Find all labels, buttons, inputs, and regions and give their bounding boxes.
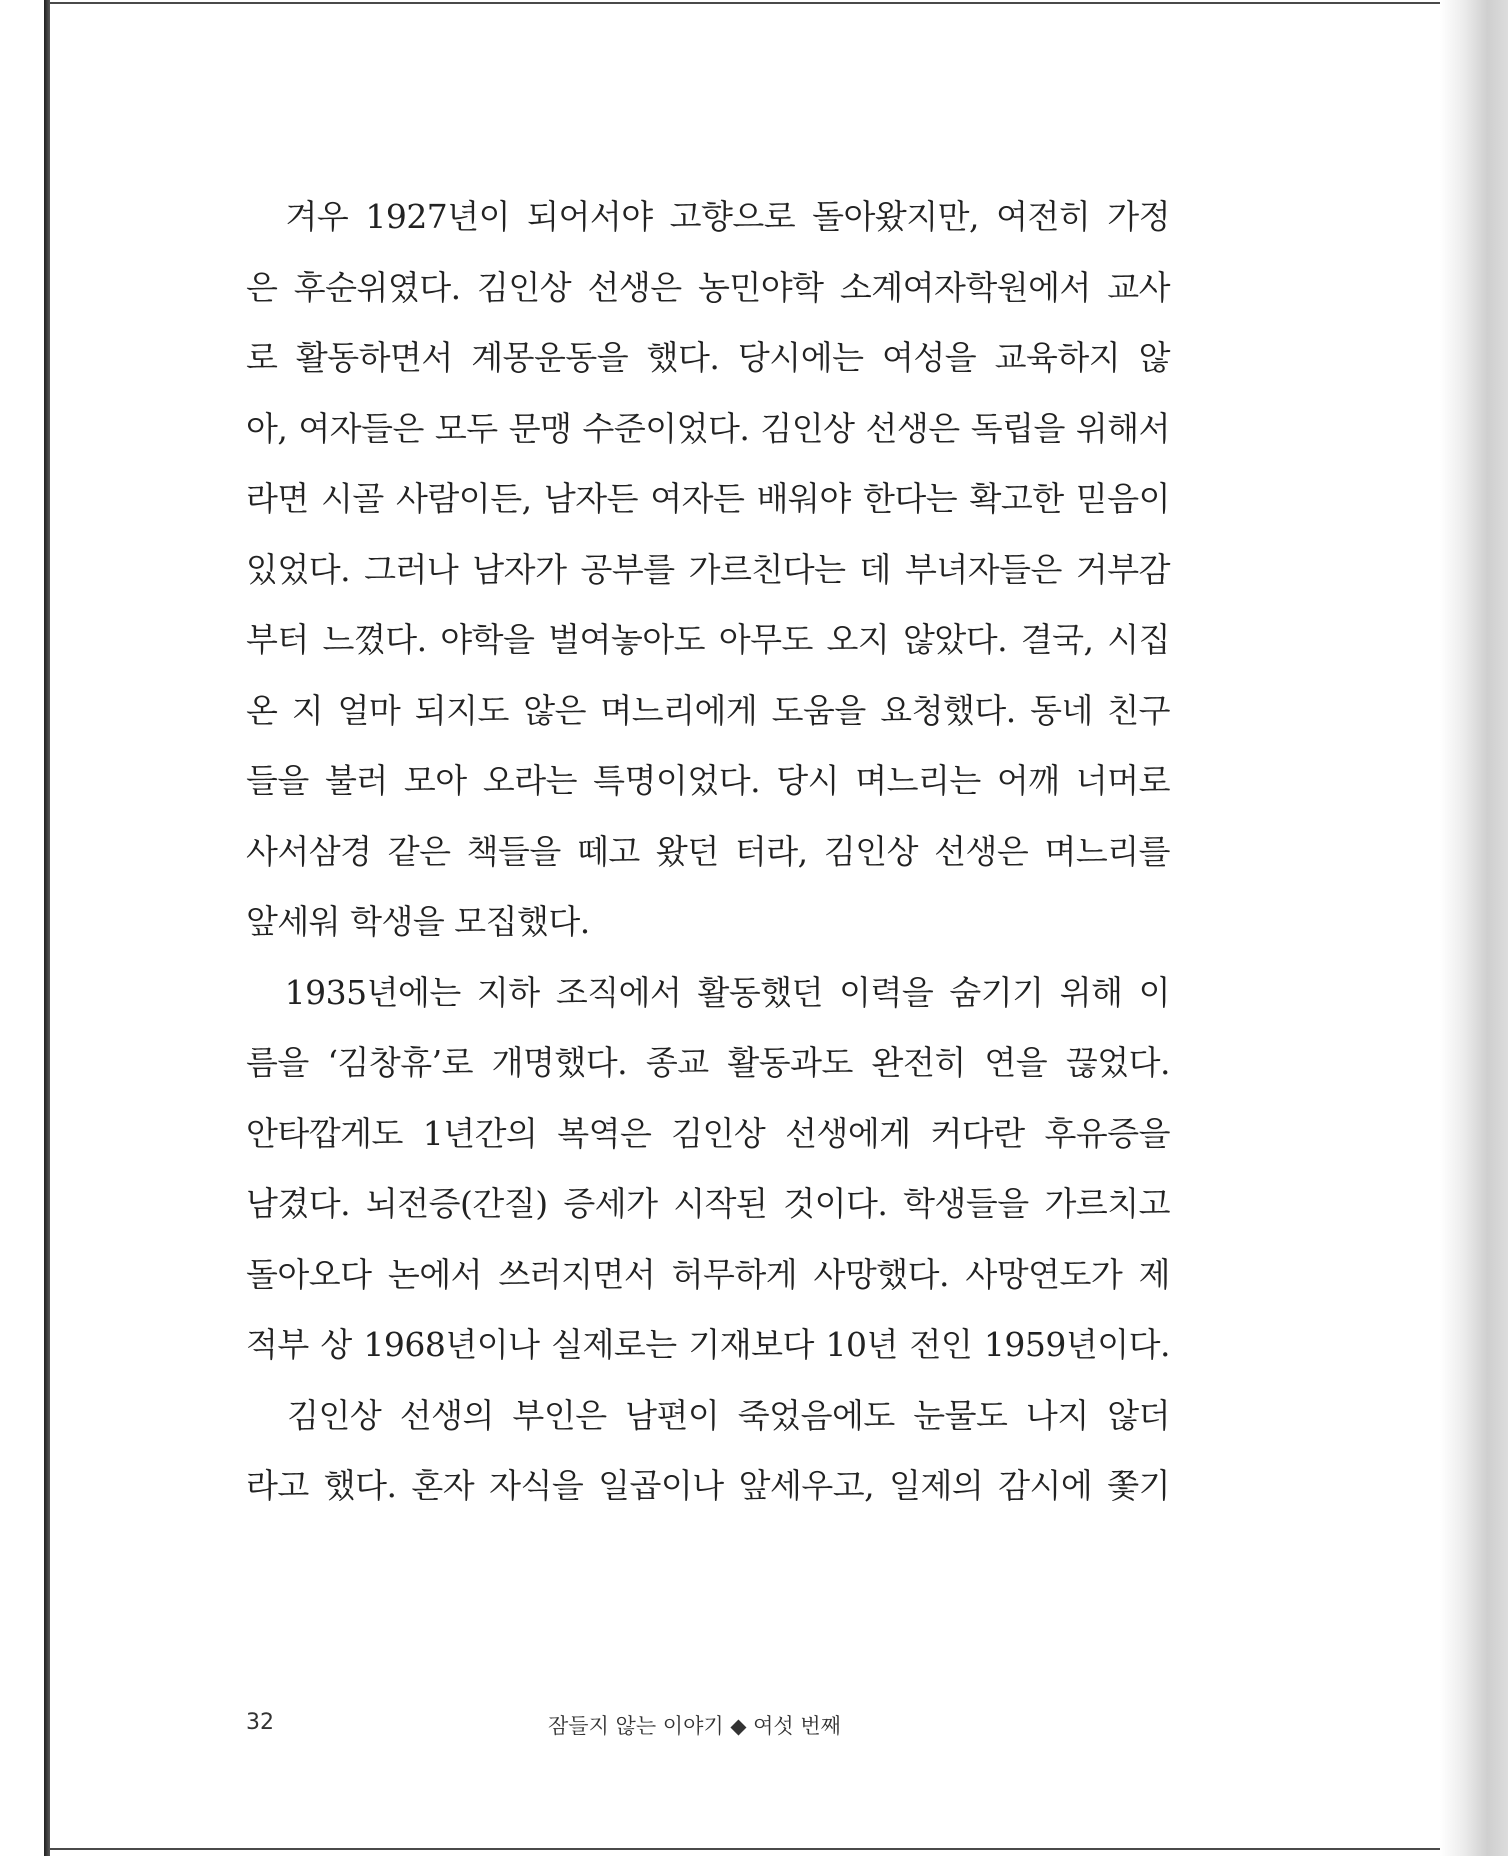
text-line: 들을 불러 모아 오라는 특명이었다. 당시 며느리는 어깨 너머로 (246, 761, 1170, 800)
text-line: 라고 했다. 혼자 자식을 일곱이나 앞세우고, 일제의 감시에 쫓기 (246, 1466, 1170, 1505)
book-spine-edge (44, 0, 50, 1856)
text-line: 로 활동하면서 계몽운동을 했다. 당시에는 여성을 교육하지 않 (246, 338, 1170, 377)
text-line: 안타깝게도 1년간의 복역은 김인상 선생에게 커다란 후유증을 (246, 1113, 1170, 1153)
text-line: 있었다. 그러나 남자가 공부를 가르친다는 데 부녀자들은 거부감 (246, 549, 1170, 589)
text-line: 김인상 선생의 부인은 남편이 죽었음에도 눈물도 나지 않더 (246, 1395, 1170, 1435)
text-line: 돌아오다 논에서 쓰러지면서 허무하게 사망했다. 사망연도가 제 (246, 1254, 1170, 1294)
body-text (246, 182, 1170, 1522)
page-edge-shadow (1440, 0, 1508, 1856)
text-line: 사서삼경 같은 책들을 떼고 왔던 터라, 김인상 선생은 며느리를 (246, 831, 1170, 871)
text-line: 은 후순위였다. 김인상 선생은 농민야학 소계여자학원에서 교사 (246, 267, 1170, 307)
text-line: 1935년에는 지하 조직에서 활동했던 이력을 숨기기 위해 이 (246, 972, 1170, 1012)
text-line: 온 지 얼마 되지도 않은 며느리에게 도움을 요청했다. 동네 친구 (246, 690, 1170, 730)
text-line: 라면 시골 사람이든, 남자든 여자든 배워야 한다는 확고한 믿음이 (246, 479, 1170, 518)
text-line: 아, 여자들은 모두 문맹 수준이었다. 김인상 선생은 독립을 위해서 (246, 408, 1170, 448)
running-footer-title: 잠들지 않는 이야기 ◆ 여섯 번째 (548, 1714, 841, 1738)
text-line: 겨우 1927년이 되어서야 고향으로 돌아왔지만, 여전히 가정 (246, 197, 1170, 236)
page-number: 32 (246, 1710, 274, 1735)
text-line: 부터 느꼈다. 야학을 벌여놓아도 아무도 오지 않았다. 결국, 시집 (246, 620, 1170, 659)
text-line-paragraph-end: 앞세워 학생을 모집했다. (246, 902, 590, 941)
text-line: 름을 ‘김창휴’로 개명했다. 종교 활동과도 완전히 연을 끊었다. (246, 1043, 1170, 1082)
text-line: 남겼다. 뇌전증(간질) 증세가 시작된 것이다. 학생들을 가르치고 (246, 1184, 1170, 1223)
text-line: 적부 상 1968년이나 실제로는 기재보다 10년 전인 1959년이다. (246, 1325, 1170, 1364)
